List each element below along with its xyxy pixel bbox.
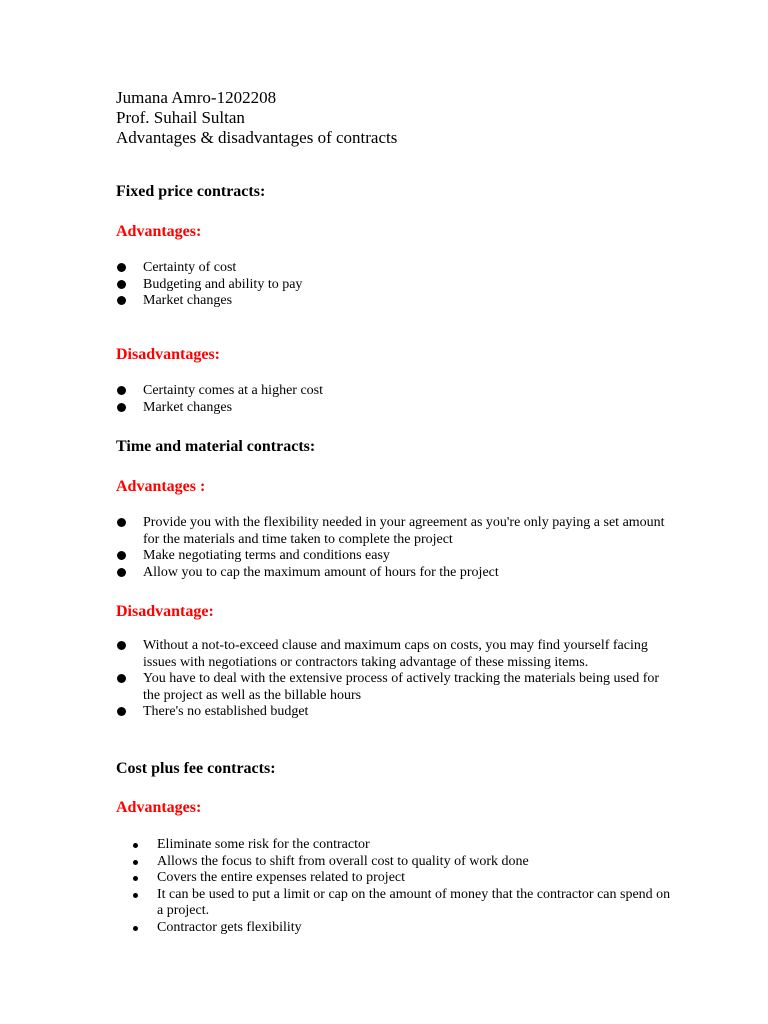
cost-plus-heading: Cost plus fee contracts: [116,760,276,777]
time-material-disadvantages-list [116,638,676,721]
list-item: Contractor gets flexibility [116,920,676,937]
list-item: Allows the focus to shift from overall cost to quality of work done [116,854,676,871]
bullet-icon [133,926,138,931]
fixed-price-advantages-list [116,260,676,310]
bullet-icon [117,707,126,716]
cost-plus-advantages-list [116,837,676,937]
list-item: Eliminate some risk for the contractor [116,837,676,854]
bullet-icon [133,843,138,848]
bullet-icon [117,263,126,272]
bullet-icon [117,403,126,412]
time-material-disadvantages-label: Disadvantage: [116,603,214,620]
list-item: It can be used to put a limit or cap on the amount of money that the contractor can spend on a project. [116,887,676,920]
fixed-price-advantages-label: Advantages: [116,223,202,240]
bullet-icon [117,280,126,289]
bullet-icon [117,641,126,650]
author-line: Jumana Amro-1202208 [116,88,277,107]
bullet-icon [117,568,126,577]
fixed-price-disadvantages-label: Disadvantages: [116,346,221,363]
cost-plus-advantages-label: Advantages: [116,799,202,816]
bullet-icon [117,518,126,527]
bullet-icon [117,674,126,683]
bullet-icon [117,551,126,560]
professor-line: Prof. Suhail Sultan [116,108,245,127]
list-item: Certainty of cost [116,260,676,277]
fixed-price-disadvantages-list [116,383,676,416]
list-item: Provide you with the flexibility needed in your agreement as you're only paying a set amount for the materials and time taken to complete the project [116,515,676,548]
bullet-icon [133,876,138,881]
list-item: Without a not-to-exceed clause and maximum caps on costs, you may find yourself facing issues with negotiations or contractors taking advantage of these missing items. [116,638,676,671]
bullet-icon [133,893,138,898]
fixed-price-heading: Fixed price contracts: [116,183,266,200]
bullet-icon [117,296,126,305]
list-item: Allow you to cap the maximum amount of hours for the project [116,565,676,582]
topic-line: Advantages & disadvantages of contracts [116,128,398,147]
bullet-icon [133,860,138,865]
document-header [116,88,397,148]
list-item: Covers the entire expenses related to project [116,870,676,887]
list-item: Market changes [116,400,676,417]
list-item: Budgeting and ability to pay [116,277,676,294]
list-item: You have to deal with the extensive process of actively tracking the materials being used for the project as well as the billable hours [116,671,676,704]
list-item: Market changes [116,293,676,310]
time-material-advantages-label: Advantages : [116,478,206,495]
bullet-icon [117,386,126,395]
time-material-heading: Time and material contracts: [116,438,316,455]
list-item: Make negotiating terms and conditions easy [116,548,676,565]
list-item: Certainty comes at a higher cost [116,383,676,400]
list-item: There's no established budget [116,704,676,721]
time-material-advantages-list [116,515,676,581]
